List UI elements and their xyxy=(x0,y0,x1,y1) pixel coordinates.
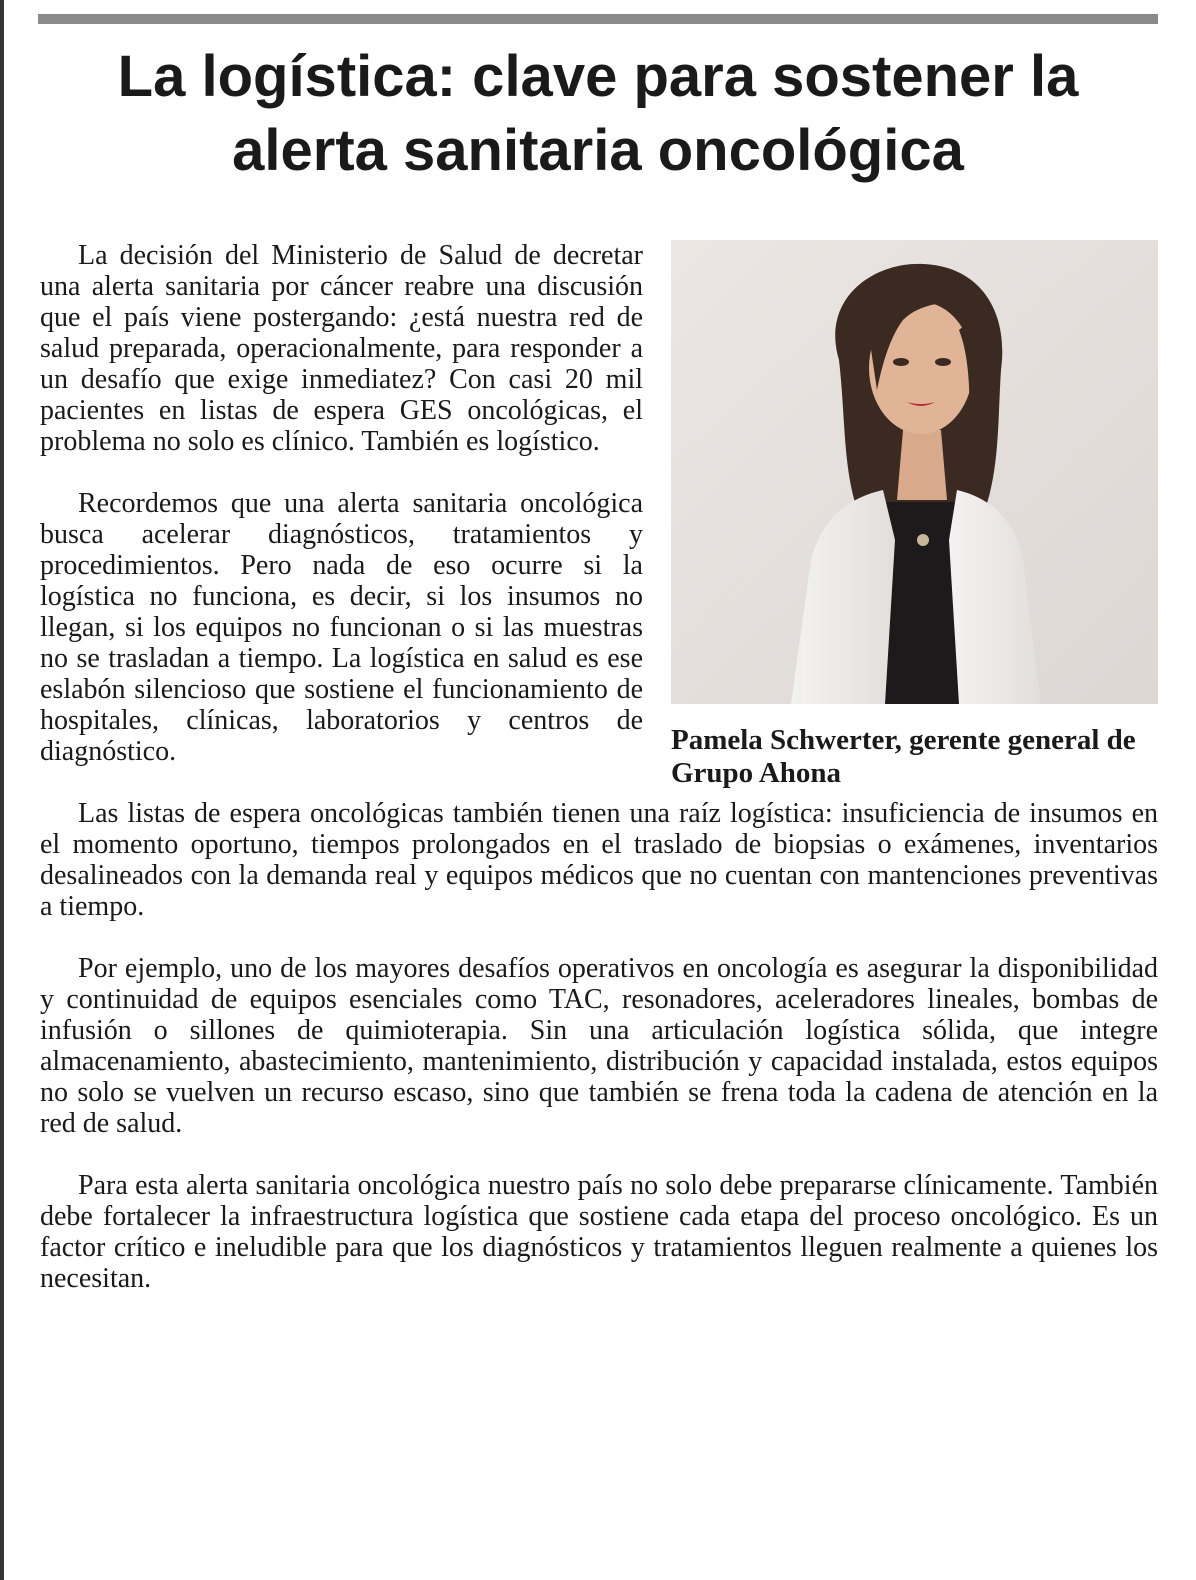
photo-figure xyxy=(671,240,1158,790)
portrait-photo-icon xyxy=(671,240,1158,704)
photo-caption: Pamela Schwerter, gerente general de Grupo Ahona xyxy=(671,724,1136,789)
page-edge-rule xyxy=(0,0,4,1580)
paragraph-2: Recordemos que una alerta sanitaria oncológica busca acelerar diagnósticos, tratamientos y procedimientos. Pero nada de eso ocurre si la logística no funciona, es decir, si los insumos no llegan, si los equipos no funcionan o si las muestras no se trasladan a tiempo. La logística en salud es ese eslabón silencioso que sostiene el funcionamiento de hospitales, clínicas, laboratorios y centros de diagnóstico. xyxy=(40,488,643,767)
paragraph-4: Por ejemplo, uno de los mayores desafíos operativos en oncología es asegurar la disponibilidad y continuidad de equipos esenciales como TAC, resonadores, aceleradores lineales, bombas de infusión o sillones de quimioterapia. Sin una articulación logística sólida, que integre almacenamiento, abastecimiento, mantenimiento, distribución y capacidad instalada, estos equipos no solo se vuelven un recurso escaso, sino que también se frena toda la cadena de atención en la red de salud. xyxy=(40,953,1158,1139)
top-divider-bar xyxy=(38,14,1158,24)
paragraph-1: La decisión del Ministerio de Salud de decretar una alerta sanitaria por cáncer reabre una discusión que el país viene postergando: ¿está nuestra red de salud preparada, operacionalmente, para responder a un desafío que exige inmediatez? Con casi 20 mil pacientes en listas de espera GES oncológicas, el problema no solo es clínico. También es logístico. xyxy=(40,240,643,457)
article-body xyxy=(40,240,1158,1325)
paragraph-5: Para esta alerta sanitaria oncológica nuestro país no solo debe prepararse clínicamente. También debe fortalecer la infraestructura logística que sostiene cada etapa del proceso oncológico. Es un factor crítico e ineludible para que los diagnósticos y tratamientos lleguen realmente a quienes los necesitan. xyxy=(40,1170,1158,1294)
paragraph-3: Las listas de espera oncológicas también tienen una raíz logística: insuficiencia de insumos en el momento oportuno, tiempos prolongados en el traslado de biopsias o exámenes, inventarios desalineados con la demanda real y equipos médicos que no cuentan con mantenciones preventivas a tiempo. xyxy=(40,798,1158,922)
article-headline: La logística: clave para sostener la alerta sanitaria oncológica xyxy=(117,44,1079,183)
